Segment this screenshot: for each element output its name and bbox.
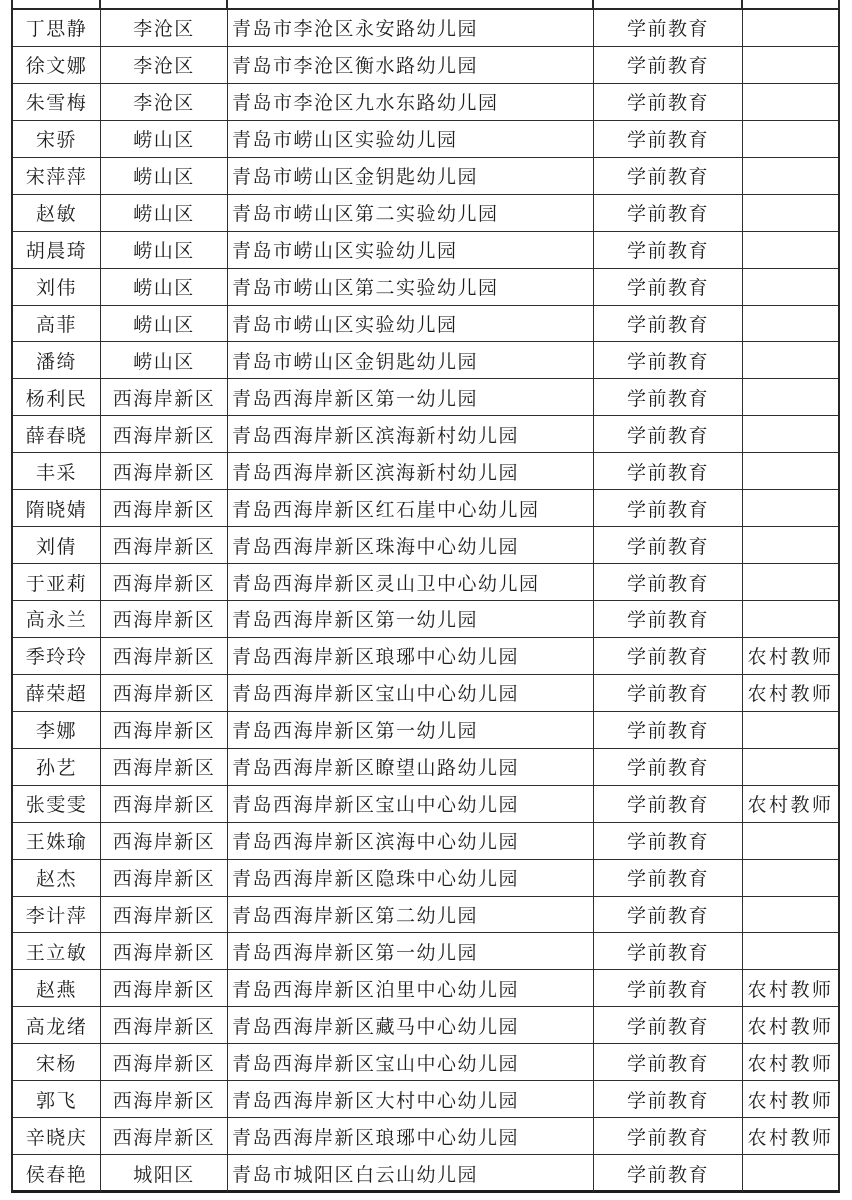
cell-district: 西海岸新区: [101, 1007, 228, 1044]
cell-teacher-name: 宋杨: [13, 1044, 101, 1081]
cell-subject: 学前教育: [594, 1118, 743, 1155]
cell-teacher-name: 侯春艳: [13, 1155, 101, 1192]
cell-district: 西海岸新区: [101, 453, 228, 490]
cell-school-name: 青岛西海岸新区宝山中心幼儿园: [228, 675, 594, 712]
cell-district: 西海岸新区: [101, 490, 228, 527]
cell-rural-teacher-note: 农村教师: [743, 1044, 838, 1081]
cell-rural-teacher-note: [743, 490, 838, 527]
cell-school-name: 青岛西海岸新区藏马中心幼儿园: [228, 1007, 594, 1044]
cell-teacher-name: 高龙绪: [13, 1007, 101, 1044]
cell-teacher-name: 潘绮: [13, 342, 101, 379]
cell-school-name: 青岛市崂山区第二实验幼儿园: [228, 269, 594, 306]
cell-rural-teacher-note: 农村教师: [743, 1081, 838, 1118]
cell-district: 西海岸新区: [101, 564, 228, 601]
cell-school-name: 青岛西海岸新区滨海新村幼儿园: [228, 416, 594, 453]
cell-rural-teacher-note: 农村教师: [743, 786, 838, 823]
cell-district: 城阳区: [101, 1155, 228, 1192]
cell-school-name: 青岛西海岸新区宝山中心幼儿园: [228, 1044, 594, 1081]
cell-district: 崂山区: [101, 121, 228, 158]
cell-district: 西海岸新区: [101, 379, 228, 416]
cell-subject: 学前教育: [594, 564, 743, 601]
cell-subject: 学前教育: [594, 601, 743, 638]
cell-district: 西海岸新区: [101, 416, 228, 453]
cell-rural-teacher-note: [743, 306, 838, 343]
cell-teacher-name: 赵杰: [13, 860, 101, 897]
cell-subject: 学前教育: [594, 490, 743, 527]
cell-school-name: 青岛市崂山区金钥匙幼儿园: [228, 342, 594, 379]
cell-district: 崂山区: [101, 232, 228, 269]
cell-teacher-name: 丰采: [13, 453, 101, 490]
cell-teacher-name: 宋萍萍: [13, 158, 101, 195]
cell-teacher-name: 李计萍: [13, 897, 101, 934]
cell-school-name: 青岛市李沧区永安路幼儿园: [228, 10, 594, 47]
cell-district: 西海岸新区: [101, 638, 228, 675]
cell-rural-teacher-note: 农村教师: [743, 1118, 838, 1155]
cell-subject: 学前教育: [594, 121, 743, 158]
cell-rural-teacher-note: [743, 712, 838, 749]
cell-district: 西海岸新区: [101, 675, 228, 712]
cell-rural-teacher-note: [743, 897, 838, 934]
cell-subject: 学前教育: [594, 84, 743, 121]
cell-subject: 学前教育: [594, 47, 743, 84]
cell-subject: 学前教育: [594, 749, 743, 786]
cell-rural-teacher-note: [743, 342, 838, 379]
cell-subject: 学前教育: [594, 970, 743, 1007]
cell-rural-teacher-note: [743, 823, 838, 860]
cell-school-name: 青岛市崂山区第二实验幼儿园: [228, 195, 594, 232]
cell-rural-teacher-note: 农村教师: [743, 1007, 838, 1044]
cell-district: 西海岸新区: [101, 786, 228, 823]
cell-rural-teacher-note: [743, 121, 838, 158]
cell-subject: 学前教育: [594, 379, 743, 416]
cell-district: 崂山区: [101, 306, 228, 343]
cell-subject: 学前教育: [594, 786, 743, 823]
cell-subject: 学前教育: [594, 1155, 743, 1192]
cell-teacher-name: 季玲玲: [13, 638, 101, 675]
cell-teacher-name: 徐文娜: [13, 47, 101, 84]
cell-rural-teacher-note: [743, 232, 838, 269]
cell-school-name: 青岛西海岸新区大村中心幼儿园: [228, 1081, 594, 1118]
cell-rural-teacher-note: 农村教师: [743, 638, 838, 675]
cell-school-name: 青岛西海岸新区第一幼儿园: [228, 933, 594, 970]
cell-rural-teacher-note: [743, 10, 838, 47]
cell-school-name: 青岛西海岸新区宝山中心幼儿园: [228, 786, 594, 823]
cell-subject: 学前教育: [594, 232, 743, 269]
cell-teacher-name: 薛春晓: [13, 416, 101, 453]
cell-subject: 学前教育: [594, 1081, 743, 1118]
cell-school-name: 青岛西海岸新区滨海新村幼儿园: [228, 453, 594, 490]
cell-district: 崂山区: [101, 342, 228, 379]
cell-school-name: 青岛市崂山区实验幼儿园: [228, 121, 594, 158]
cell-school-name: 青岛市李沧区九水东路幼儿园: [228, 84, 594, 121]
cell-teacher-name: 赵燕: [13, 970, 101, 1007]
cell-rural-teacher-note: 农村教师: [743, 675, 838, 712]
cell-rural-teacher-note: 农村教师: [743, 970, 838, 1007]
cell-rural-teacher-note: [743, 379, 838, 416]
cell-district: 西海岸新区: [101, 749, 228, 786]
cell-subject: 学前教育: [594, 897, 743, 934]
cell-district: 西海岸新区: [101, 860, 228, 897]
cell-teacher-name: 王姝瑜: [13, 823, 101, 860]
cell-district: 李沧区: [101, 47, 228, 84]
cell-district: 李沧区: [101, 84, 228, 121]
cell-school-name: 青岛市崂山区实验幼儿园: [228, 306, 594, 343]
cell-subject: 学前教育: [594, 638, 743, 675]
cell-teacher-name: 隋晓婧: [13, 490, 101, 527]
cell-teacher-name: 王立敏: [13, 933, 101, 970]
cell-subject: 学前教育: [594, 933, 743, 970]
cell-rural-teacher-note: [743, 860, 838, 897]
cell-rural-teacher-note: [743, 453, 838, 490]
cell-teacher-name: 李娜: [13, 712, 101, 749]
cell-district: 李沧区: [101, 10, 228, 47]
cell-district: 西海岸新区: [101, 897, 228, 934]
cell-teacher-name: 孙艺: [13, 749, 101, 786]
cell-district: 西海岸新区: [101, 1044, 228, 1081]
cell-school-name: 青岛西海岸新区第二幼儿园: [228, 897, 594, 934]
cell-school-name: 青岛市崂山区金钥匙幼儿园: [228, 158, 594, 195]
cell-subject: 学前教育: [594, 10, 743, 47]
cell-rural-teacher-note: [743, 416, 838, 453]
cell-school-name: 青岛西海岸新区灵山卫中心幼儿园: [228, 564, 594, 601]
cell-district: 西海岸新区: [101, 1118, 228, 1155]
cell-teacher-name: 丁思静: [13, 10, 101, 47]
cell-teacher-name: 高永兰: [13, 601, 101, 638]
cell-district: 西海岸新区: [101, 970, 228, 1007]
cell-subject: 学前教育: [594, 306, 743, 343]
cell-rural-teacher-note: [743, 933, 838, 970]
cell-teacher-name: 郭飞: [13, 1081, 101, 1118]
cell-rural-teacher-note: [743, 84, 838, 121]
cell-teacher-name: 赵敏: [13, 195, 101, 232]
cell-school-name: 青岛西海岸新区第一幼儿园: [228, 601, 594, 638]
cell-school-name: 青岛西海岸新区第一幼儿园: [228, 712, 594, 749]
cell-school-name: 青岛西海岸新区泊里中心幼儿园: [228, 970, 594, 1007]
cell-subject: 学前教育: [594, 453, 743, 490]
cell-subject: 学前教育: [594, 342, 743, 379]
cell-teacher-name: 张雯雯: [13, 786, 101, 823]
cell-school-name: 青岛西海岸新区红石崖中心幼儿园: [228, 490, 594, 527]
cell-district: 崂山区: [101, 269, 228, 306]
cell-school-name: 青岛西海岸新区琅琊中心幼儿园: [228, 638, 594, 675]
cell-school-name: 青岛市城阳区白云山幼儿园: [228, 1155, 594, 1192]
cell-district: 崂山区: [101, 195, 228, 232]
cell-rural-teacher-note: [743, 527, 838, 564]
cell-teacher-name: 杨利民: [13, 379, 101, 416]
cell-district: 西海岸新区: [101, 601, 228, 638]
cell-rural-teacher-note: [743, 1155, 838, 1192]
teachers-table: [11, 8, 840, 1193]
cell-school-name: 青岛西海岸新区瞭望山路幼儿园: [228, 749, 594, 786]
cell-teacher-name: 宋骄: [13, 121, 101, 158]
cell-teacher-name: 朱雪梅: [13, 84, 101, 121]
cell-subject: 学前教育: [594, 269, 743, 306]
cell-rural-teacher-note: [743, 601, 838, 638]
cell-subject: 学前教育: [594, 712, 743, 749]
cell-rural-teacher-note: [743, 564, 838, 601]
cell-teacher-name: 刘倩: [13, 527, 101, 564]
cell-rural-teacher-note: [743, 195, 838, 232]
cell-school-name: 青岛西海岸新区琅琊中心幼儿园: [228, 1118, 594, 1155]
cell-school-name: 青岛西海岸新区珠海中心幼儿园: [228, 527, 594, 564]
cell-school-name: 青岛西海岸新区滨海中心幼儿园: [228, 823, 594, 860]
cell-subject: 学前教育: [594, 158, 743, 195]
cell-district: 西海岸新区: [101, 823, 228, 860]
cell-subject: 学前教育: [594, 527, 743, 564]
cell-district: 西海岸新区: [101, 712, 228, 749]
cell-teacher-name: 胡晨琦: [13, 232, 101, 269]
cell-district: 西海岸新区: [101, 1081, 228, 1118]
cell-school-name: 青岛市崂山区实验幼儿园: [228, 232, 594, 269]
cell-teacher-name: 于亚莉: [13, 564, 101, 601]
cell-rural-teacher-note: [743, 158, 838, 195]
cell-teacher-name: 刘伟: [13, 269, 101, 306]
cell-subject: 学前教育: [594, 823, 743, 860]
cell-school-name: 青岛市李沧区衡水路幼儿园: [228, 47, 594, 84]
cell-rural-teacher-note: [743, 749, 838, 786]
cell-rural-teacher-note: [743, 269, 838, 306]
cell-subject: 学前教育: [594, 1044, 743, 1081]
cell-school-name: 青岛西海岸新区隐珠中心幼儿园: [228, 860, 594, 897]
cell-teacher-name: 高菲: [13, 306, 101, 343]
cell-teacher-name: 薛荣超: [13, 675, 101, 712]
cell-subject: 学前教育: [594, 860, 743, 897]
cell-district: 西海岸新区: [101, 527, 228, 564]
cell-subject: 学前教育: [594, 675, 743, 712]
cell-school-name: 青岛西海岸新区第一幼儿园: [228, 379, 594, 416]
cell-rural-teacher-note: [743, 47, 838, 84]
cell-district: 西海岸新区: [101, 933, 228, 970]
cell-district: 崂山区: [101, 158, 228, 195]
cell-subject: 学前教育: [594, 195, 743, 232]
cell-teacher-name: 辛晓庆: [13, 1118, 101, 1155]
cell-subject: 学前教育: [594, 1007, 743, 1044]
cell-subject: 学前教育: [594, 416, 743, 453]
